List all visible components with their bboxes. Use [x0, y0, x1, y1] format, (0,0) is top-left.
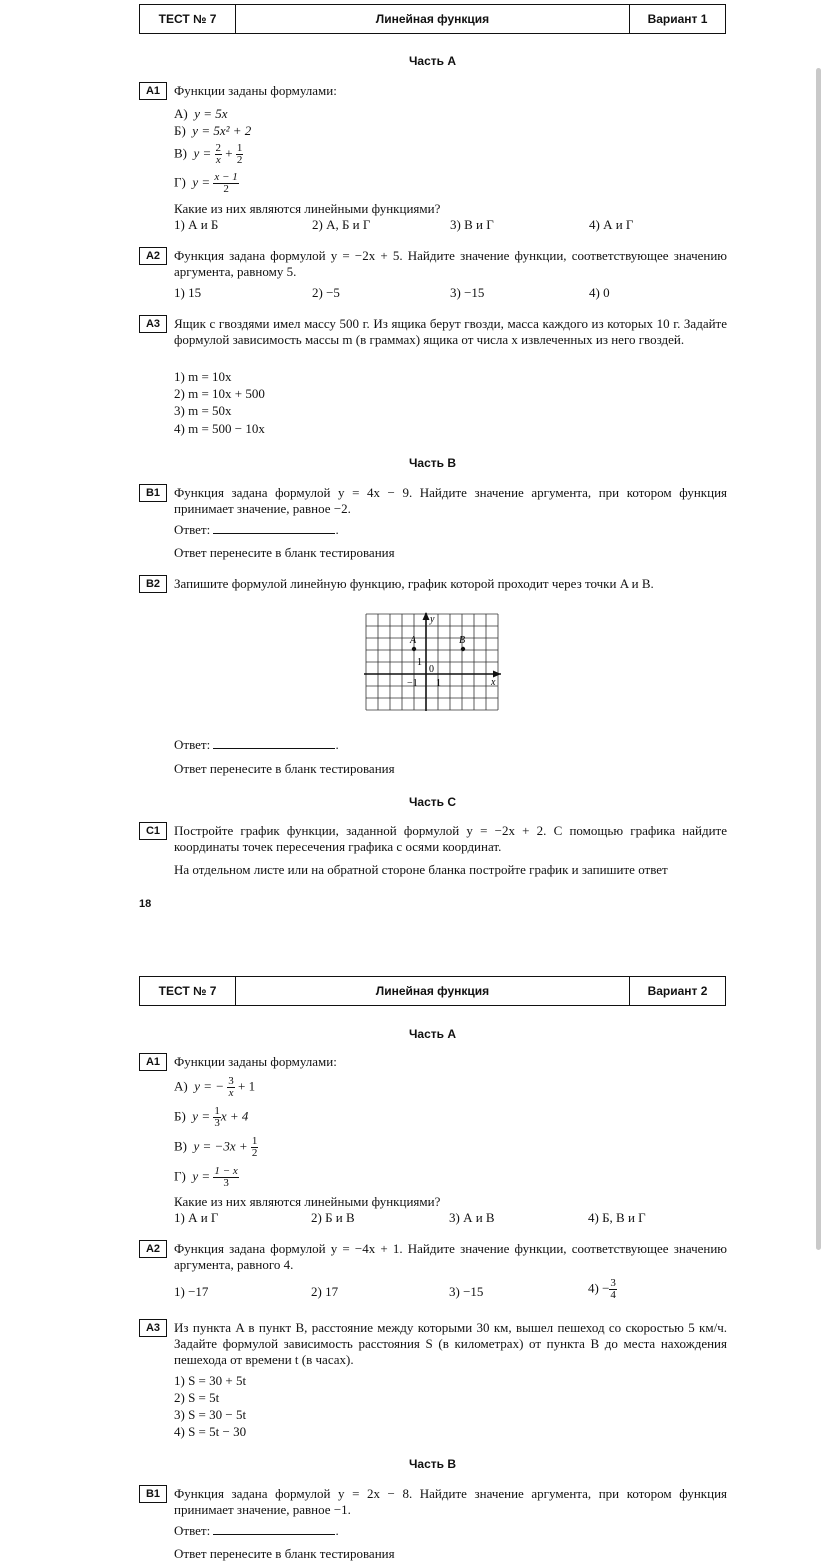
a3-text: Ящик с гвоздями имел массу 500 г. Из ящика берут гвозди, масса каждого из которых 10 г. Задайте формулой зависимость массы m (в граммах) ящика от числа x извлеченных из него гвоздей. [174, 316, 727, 347]
formula-prefix: Б) [174, 1108, 186, 1124]
answer-option: 2) А, Б и Г [312, 217, 371, 232]
formula-prefix: А) [174, 106, 188, 121]
answer-blank[interactable] [213, 748, 335, 749]
answer-blank[interactable] [213, 533, 335, 534]
formula-prefix: Б) [174, 123, 186, 138]
transfer-note: Ответ перенесите в бланк тестирования [174, 1546, 395, 1561]
fraction [213, 172, 238, 195]
part-a-title: Часть А [408, 54, 457, 68]
fraction [213, 1166, 238, 1189]
c1-note: На отдельном листе или на обратной стороне бланка постройте график и запишите ответ [174, 862, 668, 877]
answer-option: 3) m = 50x [174, 403, 232, 418]
a1-ask: Какие из них являются линейными функциями? [174, 1194, 441, 1209]
a2-text: Функция задана формулой y = −4x + 1. Найдите значение функции, соответствующее значению аргумента, равного 4. [174, 1241, 727, 1272]
answer-option: 2) 17 [311, 1284, 339, 1299]
answer-option [588, 1278, 617, 1301]
question-label-a2: А2 [139, 247, 167, 265]
fraction [215, 143, 223, 166]
numerator: 1 [214, 1105, 220, 1117]
answer-option: 4) m = 500 − 10x [174, 421, 265, 436]
formula-lhs: y = [192, 1168, 211, 1184]
answer-option: 3) А и В [449, 1210, 495, 1225]
formula-prefix: А) [174, 1078, 188, 1094]
formula-d [174, 172, 239, 195]
y-axis-arrow [423, 612, 430, 620]
x-axis-label: x [491, 677, 496, 688]
formula-body: y = 5x [194, 106, 228, 121]
question-label-a1: А1 [139, 82, 167, 100]
transfer-note: Ответ перенесите в бланк тестирования [174, 761, 395, 776]
origin-label: 0 [429, 664, 434, 675]
point-a [412, 647, 416, 651]
b2-text: Запишите формулой линейную функцию, график которой проходит через точки A и B. [174, 576, 654, 591]
fraction [213, 1106, 221, 1129]
transfer-note: Ответ перенесите в бланк тестирования [174, 545, 395, 560]
answer-field: Ответ: . [174, 1523, 339, 1538]
denominator: 3 [223, 1177, 229, 1189]
numerator: 3 [610, 1277, 616, 1289]
question-label-a1: А1 [139, 1053, 167, 1071]
numerator: 3 [228, 1075, 234, 1087]
denominator: 3 [214, 1117, 220, 1129]
a1-question: Функции заданы формулами: [174, 83, 337, 98]
denominator: x [228, 1087, 234, 1099]
numerator: 2 [215, 142, 222, 154]
part-b-title: Часть В [408, 1457, 457, 1471]
formula-a [174, 106, 228, 122]
question-label-c1: С1 [139, 822, 167, 840]
question-label-b2: В2 [139, 575, 167, 593]
page-number: 18 [139, 898, 152, 910]
a3-text: Из пункта A в пункт B, расстояние между которыми 30 км, вышел пешеход со скоростью 5 км/ч. Задайте формулой зависимость расстояния S (в километрах) от пункта B до места нахождения пешехода от времени t (в часах). [174, 1320, 727, 1367]
formula-prefix: В) [174, 145, 187, 161]
answer-option: 4) Б, В и Г [588, 1210, 646, 1225]
c1-text: Постройте график функции, заданной формулой y = −2x + 2. С помощью графика найдите координаты точек пересечения графика с осями координат. [174, 823, 727, 854]
numerator: 1 [236, 142, 243, 154]
question-label-a3: А3 [139, 1319, 167, 1337]
part-b-title: Часть В [408, 456, 457, 470]
test-header [139, 4, 726, 34]
formula-a [174, 1076, 255, 1099]
answer-blank[interactable] [213, 1534, 335, 1535]
answer-label: Ответ: [174, 737, 211, 752]
answer-field: Ответ: . [174, 522, 339, 537]
formula-lhs: y = − [194, 1078, 225, 1094]
question-label-a3: А3 [139, 315, 167, 333]
coordinate-graph [364, 611, 502, 712]
answer-option: 1) −17 [174, 1284, 209, 1299]
a1-question: Функции заданы формулами: [174, 1054, 337, 1069]
formula-lhs: y = [193, 145, 212, 161]
answer-option: 3) В и Г [450, 217, 494, 232]
answer-option: 1) А и Б [174, 217, 219, 232]
answer-option: 1) 15 [174, 285, 202, 300]
tick-label: 1 [436, 678, 441, 689]
formula-c [174, 1136, 258, 1159]
question-label-a2: А2 [139, 1240, 167, 1258]
question-label-b1: В1 [139, 484, 167, 502]
b1-text: Функция задана формулой y = 4x − 9. Найдите значение аргумента, при котором функция принимает значение, равное −2. [174, 485, 727, 516]
numerator: 1 [251, 1135, 258, 1147]
test-topic: Линейная функция [236, 5, 630, 33]
answer-field: Ответ: . [174, 737, 339, 752]
test-topic: Линейная функция [236, 977, 630, 1005]
answer-option: 2) −5 [312, 285, 340, 300]
formula-prefix: Г) [174, 174, 186, 190]
scrollbar[interactable] [816, 68, 821, 1250]
answer-option: 4) S = 5t − 30 [174, 1424, 247, 1439]
y-axis-label: y [430, 614, 435, 625]
denominator: 2 [251, 1147, 258, 1159]
test-variant: Вариант 1 [647, 12, 708, 26]
formula-tail: + 1 [238, 1078, 256, 1094]
formula-c [174, 143, 243, 166]
formula-b [174, 123, 251, 139]
point-a-label: A [410, 635, 417, 646]
answer-option: 4) 0 [589, 285, 610, 300]
test-number: ТЕСТ № 7 [140, 5, 236, 33]
answer-option: 1) А и Г [174, 1210, 219, 1225]
numerator: 1 − x [214, 1165, 238, 1177]
tick-label: −1 [407, 678, 418, 689]
answer-option: 3) S = 30 − 5t [174, 1407, 247, 1422]
fraction [236, 143, 244, 166]
test-header [139, 976, 726, 1006]
tick-label: 1 [417, 657, 422, 668]
denominator: 2 [236, 154, 243, 166]
denominator: 4 [610, 1289, 616, 1301]
denominator: x [215, 154, 221, 166]
question-label-b1: В1 [139, 1485, 167, 1503]
point-b-label: B [459, 635, 466, 646]
formula-lhs: y = −3x + [193, 1138, 248, 1154]
part-c-title: Часть С [408, 795, 457, 809]
answer-option: 3) −15 [450, 285, 485, 300]
answer-option: 2) S = 5t [174, 1390, 220, 1405]
b1-text: Функция задана формулой y = 2x − 8. Найдите значение аргумента, при котором функция принимает значение, равное −1. [174, 1486, 727, 1517]
answer-option: 2) m = 10x + 500 [174, 386, 265, 401]
formula-body: y = 5x² + 2 [192, 123, 252, 138]
numerator: x − 1 [214, 171, 238, 183]
option-prefix: 4) − [588, 1280, 610, 1296]
formula-d [174, 1166, 239, 1189]
a1-ask: Какие из них являются линейными функциями? [174, 201, 441, 216]
denominator: 2 [223, 183, 229, 195]
test-number: ТЕСТ № 7 [140, 977, 236, 1005]
formula-prefix: В) [174, 1138, 187, 1154]
test-variant: Вариант 2 [647, 984, 708, 998]
fraction [251, 1136, 259, 1159]
answer-option: 3) −15 [449, 1284, 484, 1299]
formula-tail: x + 4 [220, 1108, 249, 1124]
plus-sign: + [225, 145, 233, 161]
answer-option: 1) S = 30 + 5t [174, 1373, 247, 1388]
answer-option: 2) Б и В [311, 1210, 355, 1225]
answer-label: Ответ: [174, 522, 211, 537]
formula-lhs: y = [192, 1108, 211, 1124]
fraction [609, 1278, 617, 1301]
formula-prefix: Г) [174, 1168, 186, 1184]
a2-text: Функция задана формулой y = −2x + 5. Найдите значение функции, соответствующее значению аргумента, равному 5. [174, 248, 727, 279]
answer-label: Ответ: [174, 1523, 211, 1538]
point-b [461, 647, 465, 651]
answer-option: 1) m = 10x [174, 369, 232, 384]
formula-b [174, 1106, 248, 1129]
answer-option: 4) А и Г [589, 217, 634, 232]
part-a-title: Часть А [408, 1027, 457, 1041]
fraction [227, 1076, 235, 1099]
formula-lhs: y = [192, 174, 211, 190]
